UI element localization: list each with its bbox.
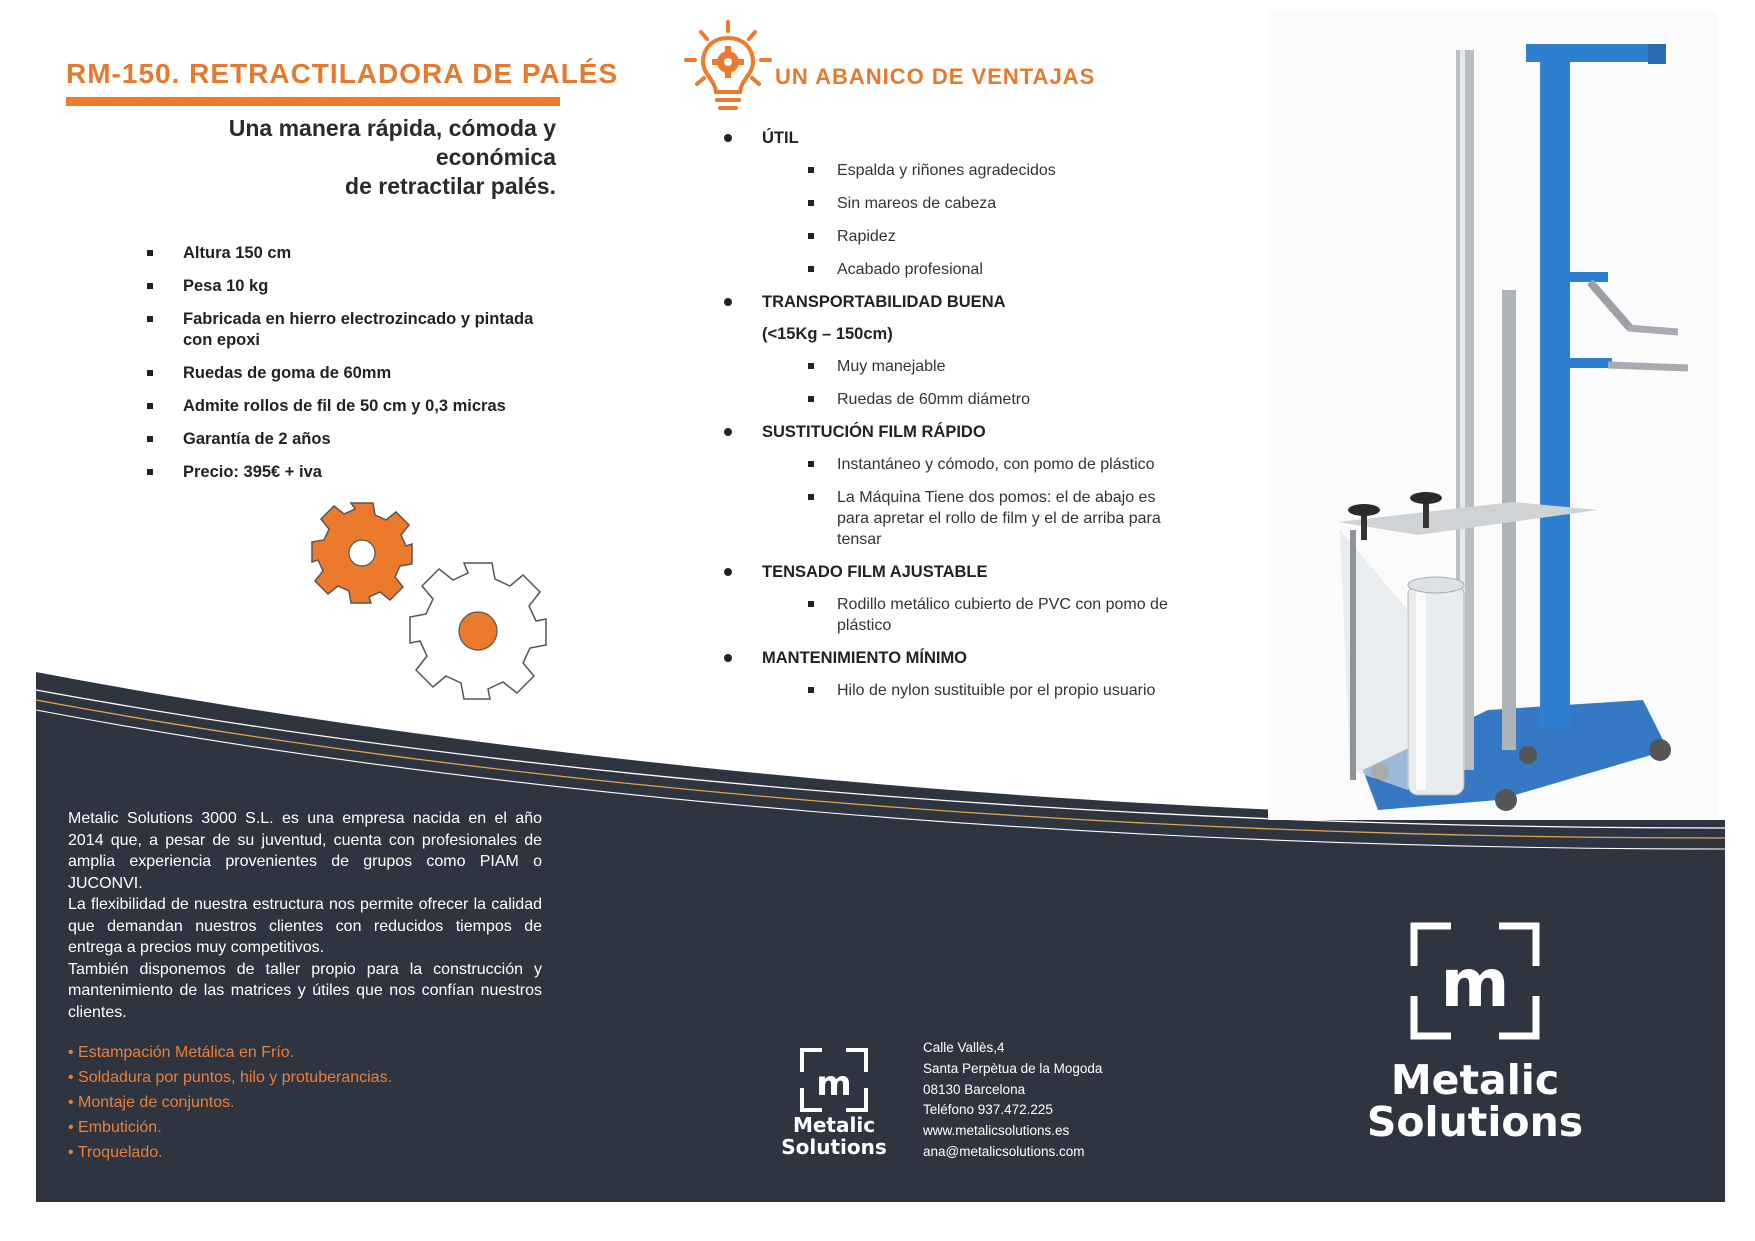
- logo-mark: m: [816, 1064, 852, 1104]
- title-underline: [66, 97, 560, 106]
- bullet-dot: [724, 134, 732, 142]
- spec-item: Garantía de 2 años: [145, 429, 565, 450]
- product-subtitle: [110, 114, 556, 201]
- spec-item: Admite rollos de fil de 50 cm y 0,3 micras: [145, 396, 565, 417]
- company-logo-large: [1365, 918, 1585, 1148]
- advantage-title: SUSTITUCIÓN FILM RÁPIDO: [762, 423, 986, 441]
- service-item: • Soldadura por puntos, hilo y protuberancias.: [68, 1069, 393, 1086]
- logo-mark: m: [1440, 945, 1510, 1022]
- company-logo-small: [778, 1040, 890, 1160]
- contact-web-link[interactable]: www.metalicsolutions.es: [923, 1123, 1070, 1139]
- advantages-title: UN ABANICO DE VENTAJAS: [775, 64, 1096, 89]
- service-item: • Embutición.: [68, 1119, 162, 1136]
- service-item: • Estampación Metálica en Frío.: [68, 1044, 295, 1061]
- subtitle-line-1: Una manera rápida, cómoda y económica: [228, 115, 556, 170]
- advantage-group: [722, 562, 1182, 636]
- white-gear-icon: [410, 563, 546, 699]
- contact-phone: Teléfono 937.472.225: [923, 1102, 1053, 1118]
- advantage-item: La Máquina Tiene dos pomos: el de abajo es para apretar el rollo de film y el de arriba para tensar: [762, 487, 1182, 550]
- bullet-dot: [724, 428, 732, 436]
- spec-item: Pesa 10 kg: [145, 276, 565, 297]
- advantage-item: Rapidez: [762, 226, 1182, 247]
- advantage-item: Espalda y riñones agradecidos: [762, 160, 1182, 181]
- service-item: • Troquelado.: [68, 1144, 163, 1161]
- lightbulb-gear-icon: [683, 20, 773, 118]
- contact-city: Santa Perpètua de la Mogoda: [923, 1060, 1103, 1076]
- logo-word-2: Solutions: [781, 1135, 887, 1159]
- advantage-item: Acabado profesional: [762, 259, 1182, 280]
- advantages-list: [722, 128, 1182, 713]
- advantage-title: MANTENIMIENTO MÍNIMO: [762, 649, 968, 667]
- advantage-item: Ruedas de 60mm diámetro: [762, 389, 1182, 410]
- contact-email-link[interactable]: ana@metalicsolutions.com: [923, 1143, 1085, 1159]
- about-paragraph: También disponemos de taller propio para la construcción y mantenimiento de las matrices y útiles que nos confían nuestros clientes.: [68, 960, 542, 1021]
- spec-item: Altura 150 cm: [145, 243, 565, 264]
- advantage-title: ÚTIL: [762, 129, 799, 147]
- machine-photo: [1268, 10, 1718, 820]
- advantage-item: Muy manejable: [762, 356, 1182, 377]
- advantage-item: Hilo de nylon sustituible por el propio usuario: [762, 680, 1182, 701]
- about-paragraph: La flexibilidad de nuestra estructura nos permite ofrecer la calidad que demandan nuestros clientes con reducidos tiempos de entrega a precios muy competitivos.: [68, 896, 542, 956]
- about-text: [68, 808, 542, 1023]
- contact-address: Calle Vallès,4: [923, 1040, 1005, 1055]
- advantage-group: [722, 648, 1182, 701]
- spec-item: Precio: 395€ + iva: [145, 462, 565, 483]
- bullet-dot: [724, 654, 732, 662]
- spec-list: [145, 243, 565, 495]
- contact-postal: 08130 Barcelona: [923, 1081, 1026, 1097]
- subtitle-line-2: de retractilar palés.: [345, 173, 556, 199]
- bullet-dot: [724, 568, 732, 576]
- spec-item: Fabricada en hierro electrozincado y pintada con epoxi: [145, 309, 565, 351]
- orange-gear-icon: [312, 503, 412, 603]
- about-paragraph: Metalic Solutions 3000 S.L. es una empresa nacida en el año 2014 que, a pesar de su juventud, cuenta con profesionales de amplia experiencia provenientes de grupos como PIAM o JUCONVI.: [68, 810, 542, 892]
- advantage-item: Rodillo metálico cubierto de PVC con pomo de plástico: [762, 594, 1182, 636]
- advantage-title: TRANSPORTABILIDAD BUENA: [762, 293, 1006, 311]
- service-item: • Montaje de conjuntos.: [68, 1094, 235, 1111]
- logo-word-1: Metalic: [1390, 1056, 1560, 1104]
- services-list: [68, 1040, 392, 1165]
- contact-block: [923, 1038, 1102, 1163]
- logo-word-1: Metalic: [792, 1113, 876, 1137]
- advantage-item: Sin mareos de cabeza: [762, 193, 1182, 214]
- advantage-group: [722, 422, 1182, 550]
- advantage-group: [722, 128, 1182, 280]
- spec-item: Ruedas de goma de 60mm: [145, 363, 565, 384]
- logo-word-2: Solutions: [1366, 1098, 1584, 1146]
- advantage-subtitle: (<15Kg – 150cm): [762, 325, 893, 343]
- product-title: RM-150. RETRACTILADORA DE PALÉS: [66, 58, 619, 89]
- gears-icon: [300, 495, 570, 715]
- advantage-group: [722, 292, 1182, 410]
- advantage-item: Instantáneo y cómodo, con pomo de plástico: [762, 454, 1182, 475]
- bullet-dot: [724, 298, 732, 306]
- advantage-title: TENSADO FILM AJUSTABLE: [762, 563, 988, 581]
